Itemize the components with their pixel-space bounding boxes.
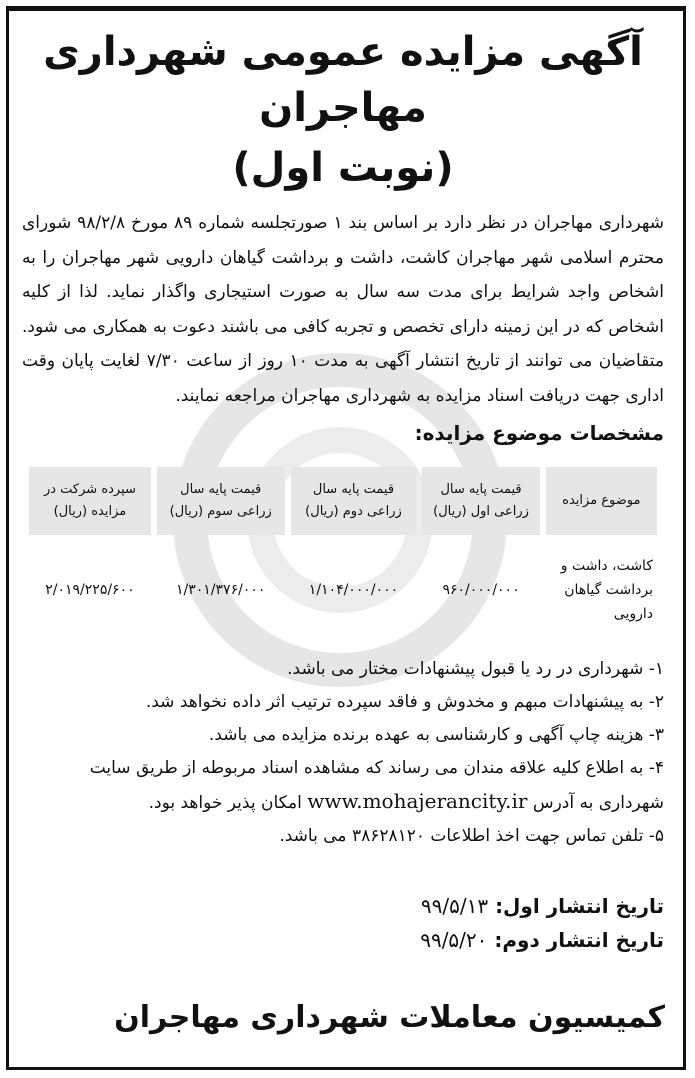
header-year2: قیمت پایه سال زراعی دوم (ریال) <box>291 467 417 535</box>
header-deposit: سپرده شرکت در مزایده (ریال) <box>29 467 151 535</box>
section-title: مشخصات موضوع مزایده: <box>414 421 664 445</box>
cell-year3: ۱/۳۰۱/۳۷۶/۰۰۰ <box>176 582 266 598</box>
cell-year2: ۱/۱۰۴/۰۰۰/۰۰۰ <box>308 582 399 598</box>
header-subject: موضوع مزایده <box>546 467 657 535</box>
item4-text-after: امکان پذیر خواهد بود. <box>148 793 302 813</box>
list-item <box>22 752 664 820</box>
list-item: ۲- به پیشنهادات مبهم و مخدوش و فاقد سپرده ترتیب اثر داده نخواهد شد. <box>145 692 664 712</box>
date-second-value: ۹۹/۵/۲۰ <box>420 928 488 952</box>
intro-paragraph: شهرداری مهاجران در نظر دارد بر اساس بند ۱ صورتجلسه شماره ۸۹ مورخ ۹۸/۲/۸ شورای محترم اسلامی شهر مهاجران کاشت، داشت و برداشت گیاهان دارویی شهر مهاجران را به اشخاص واجد شرایط برای مدت سه سال به صورت استیجاری واگذار نماید. لذا از کلیه اشخاص که در این زمینه دارای تخصص و تجربه کافی می باشند دعوت به همکاری می شود. متقاضیان می توانند از تاریخ انتشار آگهی به مدت ۱۰ روز از ساعت ۷/۳۰ لغایت پایان وقت اداری جهت دریافت اسناد مزایده به شهرداری مهاجران مراجعه نمایند. <box>22 213 664 406</box>
list-item: ۱- شهرداری در رد یا قبول پیشنهادات مختار می باشد. <box>287 659 664 679</box>
conditions-list <box>18 653 668 853</box>
date-first-value: ۹۹/۵/۱۳ <box>420 894 489 918</box>
date-second-label: تاریخ انتشار دوم: <box>494 928 664 952</box>
table-header-row <box>29 467 657 535</box>
header-year3: قیمت پایه سال زراعی سوم (ریال) <box>157 467 285 535</box>
header-year1: قیمت پایه سال زراعی اول (ریال) <box>422 467 539 535</box>
website-link[interactable]: www.mohajerancity.ir <box>307 789 528 813</box>
publication-dates <box>18 889 668 957</box>
auction-table <box>23 459 663 645</box>
cell-deposit: ۲/۰۱۹/۲۲۵/۶۰۰ <box>45 582 135 598</box>
date-first-label: تاریخ انتشار اول: <box>495 894 664 918</box>
notice-subtitle: (نوبت اول) <box>232 145 454 191</box>
table-row <box>29 543 657 637</box>
item4-text-before: ۴- به اطلاع کلیه علاقه مندان می رساند که مشاهده اسناد مربوطه از طریق سایت شهرداری به آدرس <box>89 758 664 813</box>
list-item: ۵- تلفن تماس جهت اخذ اطلاعات ۳۸۶۲۸۱۲۰ می باشد. <box>279 826 664 846</box>
cell-subject: کاشت، داشت و برداشت گیاهان دارویی <box>560 558 653 622</box>
list-item: ۳- هزینه چاپ آگهی و کارشناسی به عهده برنده مزایده می باشد. <box>208 725 664 745</box>
footer-signature: کمیسیون معاملات شهرداری مهاجران <box>114 1000 665 1035</box>
date-first <box>18 889 664 923</box>
cell-year1: ۹۶۰/۰۰۰/۰۰۰ <box>442 582 520 598</box>
notice-title: آگهی مزایده عمومی شهرداری مهاجران <box>43 29 643 131</box>
notice-content <box>18 24 668 957</box>
date-second <box>18 923 664 957</box>
